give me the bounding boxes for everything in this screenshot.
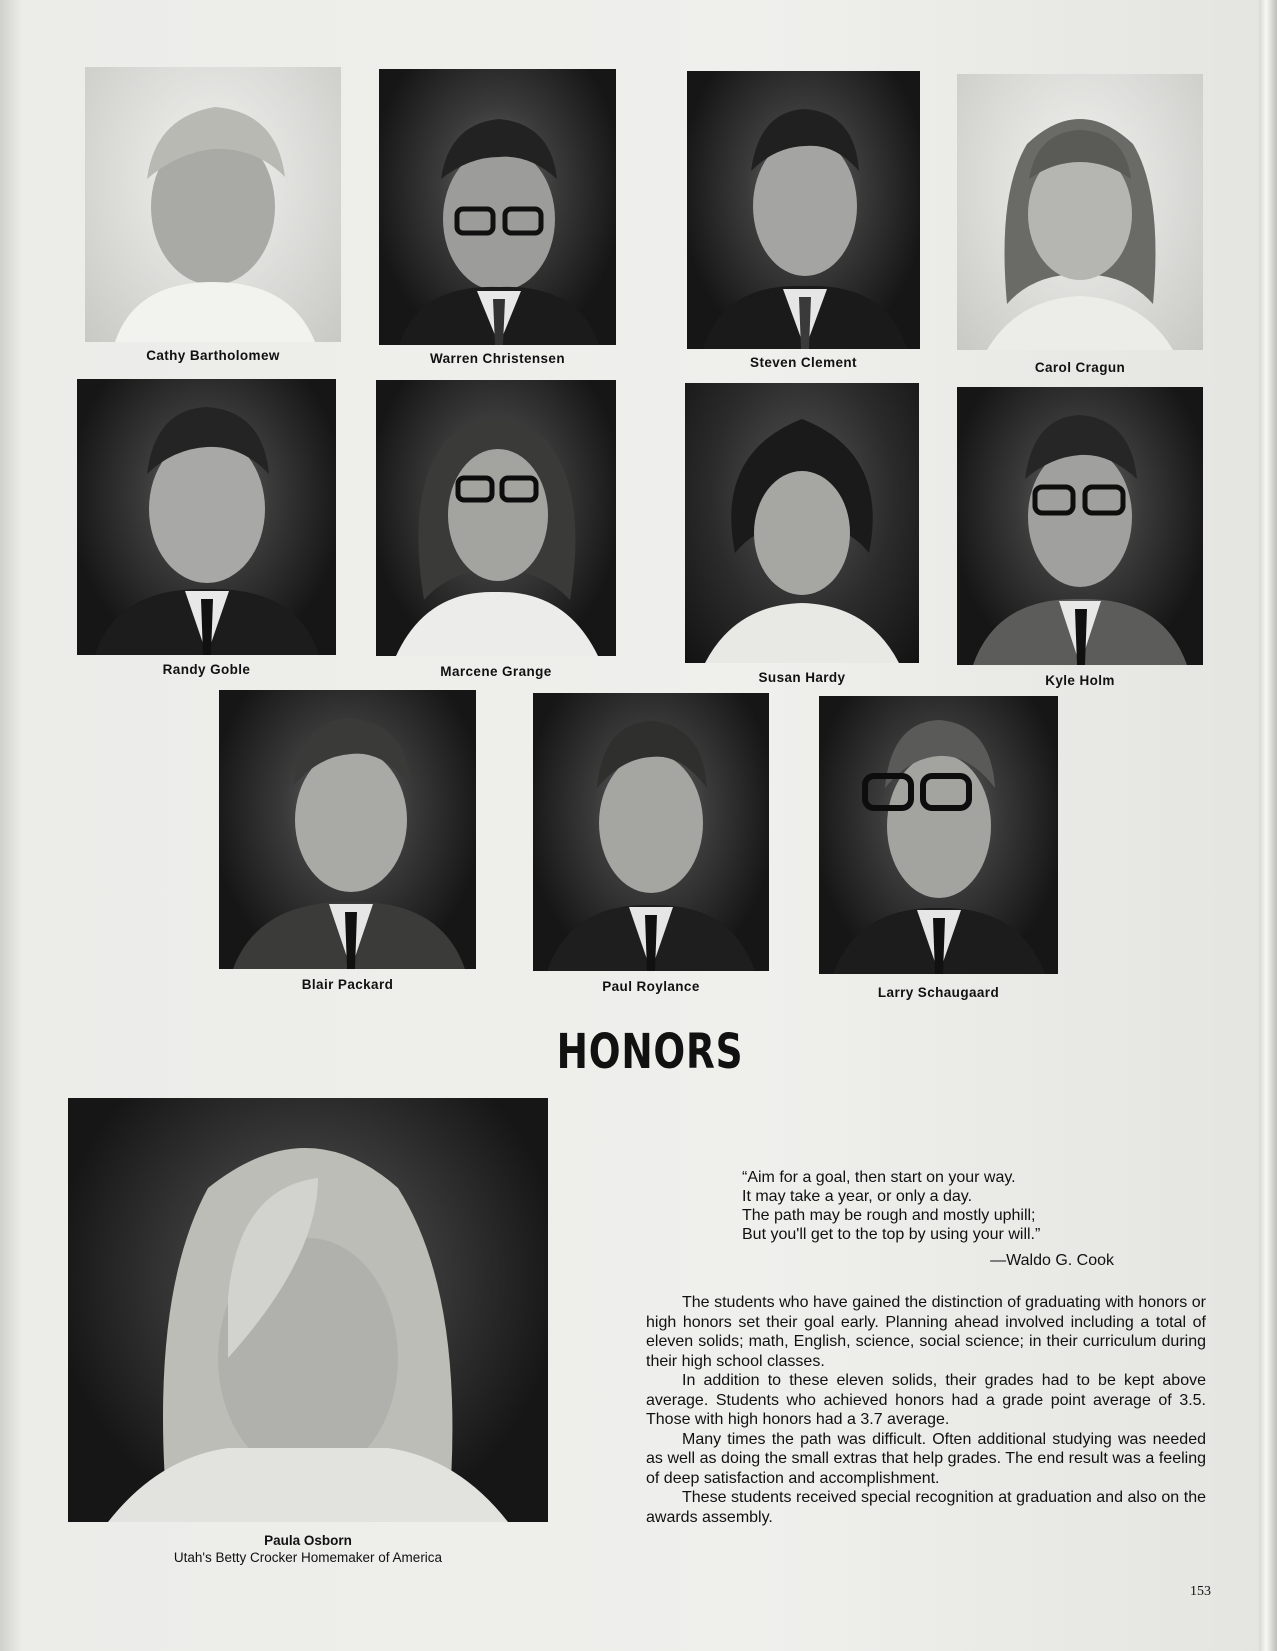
portrait-photo [379, 69, 616, 345]
portrait-photo [957, 74, 1203, 350]
portrait-photo [85, 67, 341, 342]
portrait-photo [219, 690, 476, 969]
portrait-silhouette-icon [376, 380, 616, 656]
poem-line: “Aim for a goal, then start on your way. [742, 1169, 1016, 1186]
page-number: 153 [1190, 1584, 1211, 1599]
portrait-silhouette-icon [687, 71, 920, 349]
article-paragraph: Many times the path was difficult. Often additional studying was needed as well as doing the small extras that help grades. The end result was a feeling of deep satisfaction and accomplishment. [646, 1430, 1206, 1487]
article-paragraph: These students received special recognition at graduation and also on the awards assembly. [646, 1489, 1206, 1526]
portrait-caption: Kyle Holm [1045, 673, 1115, 688]
portrait-photo [687, 71, 920, 349]
portrait-caption: Cathy Bartholomew [146, 348, 280, 363]
portrait-caption: Marcene Grange [440, 664, 552, 679]
portrait-photo [957, 387, 1203, 665]
portrait-photo [533, 693, 769, 971]
portrait-silhouette-icon [219, 690, 476, 969]
portrait-silhouette-icon [379, 69, 616, 345]
portrait-caption: Paul Roylance [602, 979, 700, 994]
feature-name: Paula Osborn [264, 1533, 352, 1548]
poem-line: But you'll get to the top by using your will.” [742, 1226, 1041, 1243]
portrait-caption: Randy Goble [162, 662, 251, 677]
poem-quote [742, 1168, 1162, 1270]
portrait-silhouette-icon [957, 74, 1203, 350]
article-paragraph: The students who have gained the distinction of graduating with honors or high honors set their goal early. Planning ahead involved including a total of eleven solids; math, English, science, social science; in their curriculum during their high school classes. [646, 1294, 1206, 1370]
portrait-photo [685, 383, 919, 663]
portrait-silhouette-icon [685, 383, 919, 663]
portrait-silhouette-icon [68, 1098, 548, 1522]
poem-line: The path may be rough and mostly uphill; [742, 1207, 1036, 1224]
section-title: HONORS [556, 1024, 744, 1080]
portrait-caption: Carol Cragun [1034, 360, 1126, 375]
poem-author: —Waldo G. Cook [990, 1252, 1114, 1269]
book-spine [1259, 0, 1277, 1651]
portrait-caption: Steven Clement [750, 355, 857, 370]
portrait-photo [77, 379, 336, 655]
portrait-caption: Larry Schaugaard [877, 985, 1000, 1000]
portrait-photo [819, 696, 1058, 974]
poem-line: It may take a year, or only a day. [742, 1188, 973, 1205]
portrait-photo [376, 380, 616, 656]
portrait-caption: Blair Packard [301, 977, 394, 992]
portrait-silhouette-icon [957, 387, 1203, 665]
article-body [646, 1293, 1206, 1527]
feature-caption [68, 1532, 548, 1566]
portrait-silhouette-icon [85, 67, 341, 342]
portrait-silhouette-icon [819, 696, 1058, 974]
feature-title: Utah's Betty Crocker Homemaker of America [173, 1550, 443, 1565]
feature-portrait-photo [68, 1098, 548, 1522]
portrait-caption: Warren Christensen [430, 351, 565, 366]
article-paragraph: In addition to these eleven solids, their grades had to be kept above average. Students who achieved honors had a grade point average of 3.5. Those with high honors had a 3.7 average. [646, 1372, 1206, 1428]
portrait-caption: Susan Hardy [758, 670, 846, 685]
portrait-silhouette-icon [77, 379, 336, 655]
portrait-silhouette-icon [533, 693, 769, 971]
